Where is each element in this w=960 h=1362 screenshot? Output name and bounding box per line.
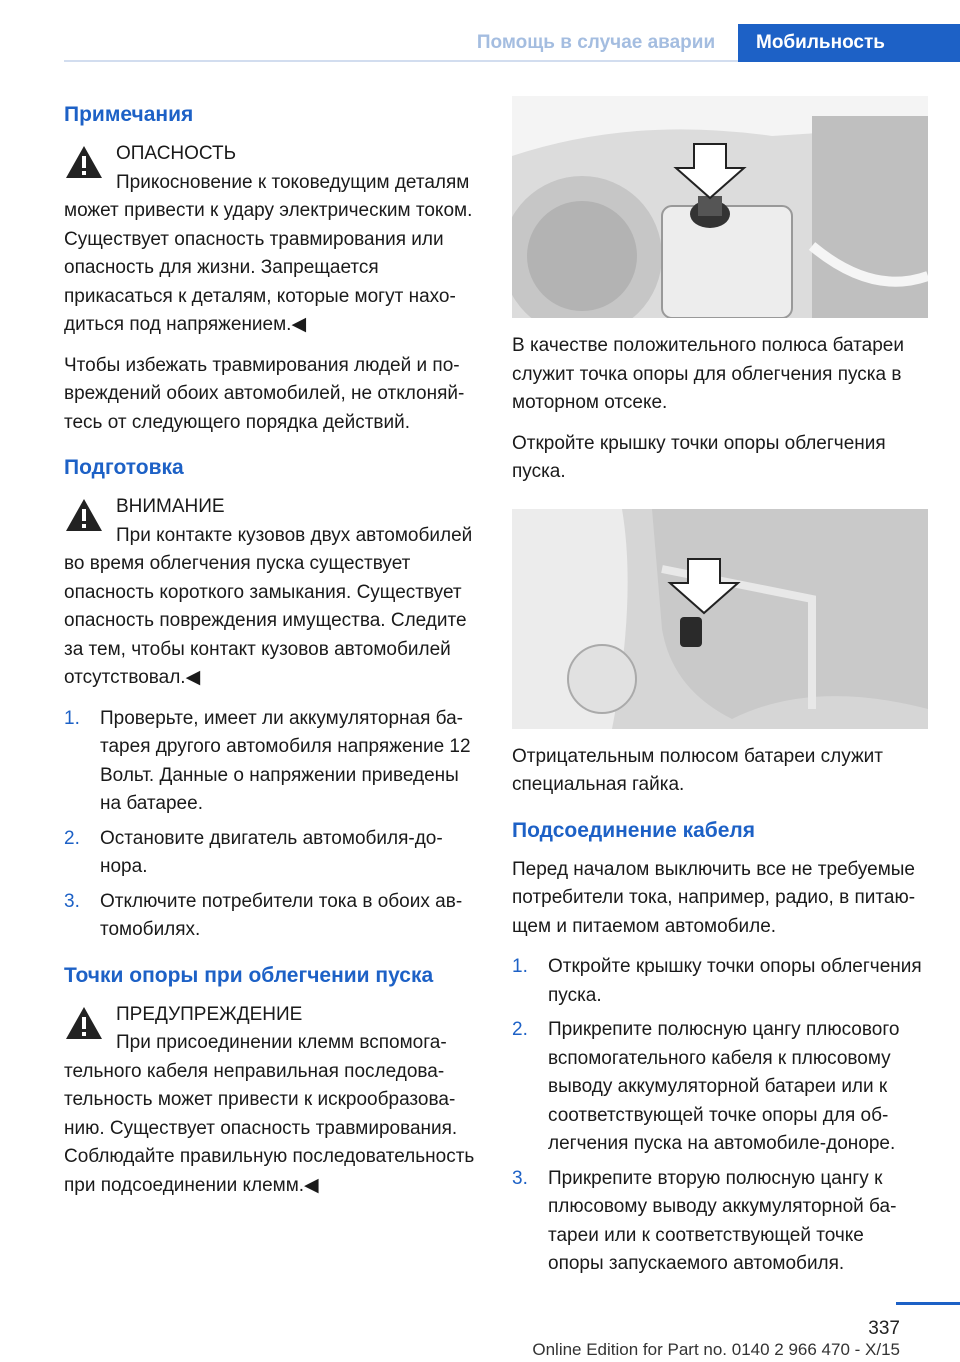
positive-terminal-caption: В качестве положительного полюса батареи служит точка опоры для облегчения пуска в моторном отсеке. — [512, 335, 904, 413]
right-column — [512, 96, 924, 1291]
step-number: 1. — [64, 707, 80, 729]
step-text: Прикрепите полюсную цангу плюсового вспомогательного кабеля к плюсовому выводу аккумуляторной батареи или к соответствующей точке опоры для облегчения пуска на автомобиле-доноре. — [548, 1019, 900, 1154]
intro-paragraph: Чтобы избежать травмирования людей и повреждений обоих автомобилей, не отклоняйтесь от следующего порядка действий. — [64, 354, 465, 433]
step-number: 1. — [512, 956, 528, 977]
danger-warning — [64, 140, 476, 340]
cable-paragraph: Перед началом выключить все не требуемые потребители тока, например, радио, в питающем и питаемом автомобиле. — [512, 858, 916, 937]
step-number: 2. — [64, 827, 80, 849]
step-text: Откройте крышку точки опоры облегчения пуска. — [548, 956, 922, 1006]
page-number: 337 — [868, 1318, 900, 1339]
attention-title: ВНИМАНИЕ — [116, 496, 225, 517]
notes-heading: Примечания — [64, 103, 194, 126]
step-text: Проверьте, имеет ли аккумуляторная батарея другого автомобиля напряжение 12 Вольт. Данные о напряжении приведены на батарее. — [100, 707, 471, 814]
list-item — [64, 825, 476, 882]
step-text: Остановите двигатель автомобиля-донора. — [100, 827, 443, 877]
step-number: 3. — [64, 890, 80, 912]
list-item — [512, 953, 924, 1010]
warning-triangle-icon — [64, 144, 104, 180]
list-item — [64, 705, 476, 819]
caution-title: ПРЕДУПРЕЖДЕНИЕ — [116, 1003, 303, 1025]
negative-terminal-photo — [512, 509, 928, 729]
list-item — [512, 1016, 924, 1159]
header-section-title: Помощь в случае аварии — [476, 32, 716, 53]
step-text: Прикрепите вторую полюсную цангу к плюсовому выводу аккумуляторной батареи или к соответствующей точке опоры запускаемого автомобиля. — [548, 1167, 897, 1274]
cable-connection-heading: Подсоединение кабеля — [512, 818, 756, 842]
danger-title: ОПАСНОСТЬ — [116, 143, 237, 164]
positive-terminal-photo — [512, 96, 928, 318]
warning-triangle-icon — [64, 497, 104, 533]
step-number: 3. — [512, 1167, 528, 1189]
list-item — [64, 888, 476, 945]
warning-triangle-icon — [64, 1005, 104, 1041]
cable-steps — [512, 953, 924, 1279]
list-item — [512, 1165, 924, 1279]
online-edition-note: Online Edition for Part no. 0140 2 966 470 - X/15 — [532, 1340, 900, 1359]
step-text: Отключите потребители тока в обоих автомобилях. — [100, 890, 463, 940]
danger-text: Прикосновение к токоведущим деталям может привести к удару электрическим током. Существует опасность травмирования или опасность для жизни. Запрещается прикасаться к деталям, которые могут находиться под напряжением.◀ — [64, 171, 473, 335]
header-chapter-tab: Мобильность — [738, 24, 960, 62]
jump-points-heading: Точки опоры при облегчении пуска — [64, 963, 434, 987]
attention-warning — [64, 493, 476, 693]
attention-text: При контакте кузовов двух автомобилей во время облегчения пуска существует опасность короткого замыкания. Существует опасность повреждения имущества. Следите за тем, чтобы контакт кузовов автомобилей отсутствовал.◀ — [64, 524, 473, 688]
preparation-heading: Подготовка — [64, 456, 184, 479]
open-cover-paragraph: Откройте крышку точки опоры облегчения пуска. — [512, 432, 886, 482]
footer-rule — [896, 1302, 960, 1305]
negative-terminal-caption: Отрицательным полюсом батареи служит специальная гайка. — [512, 745, 883, 795]
caution-warning — [64, 1001, 476, 1201]
preparation-steps — [64, 705, 476, 945]
step-number: 2. — [512, 1019, 528, 1040]
caution-text: При присоединении клемм вспомогательного кабеля неправильная последовательность может привести к искрообразованию. Существует опасность травмирования. Соблюдайте правильную последовательность при подсоединении клемм.◀ — [64, 1032, 475, 1196]
left-column — [64, 96, 476, 1212]
